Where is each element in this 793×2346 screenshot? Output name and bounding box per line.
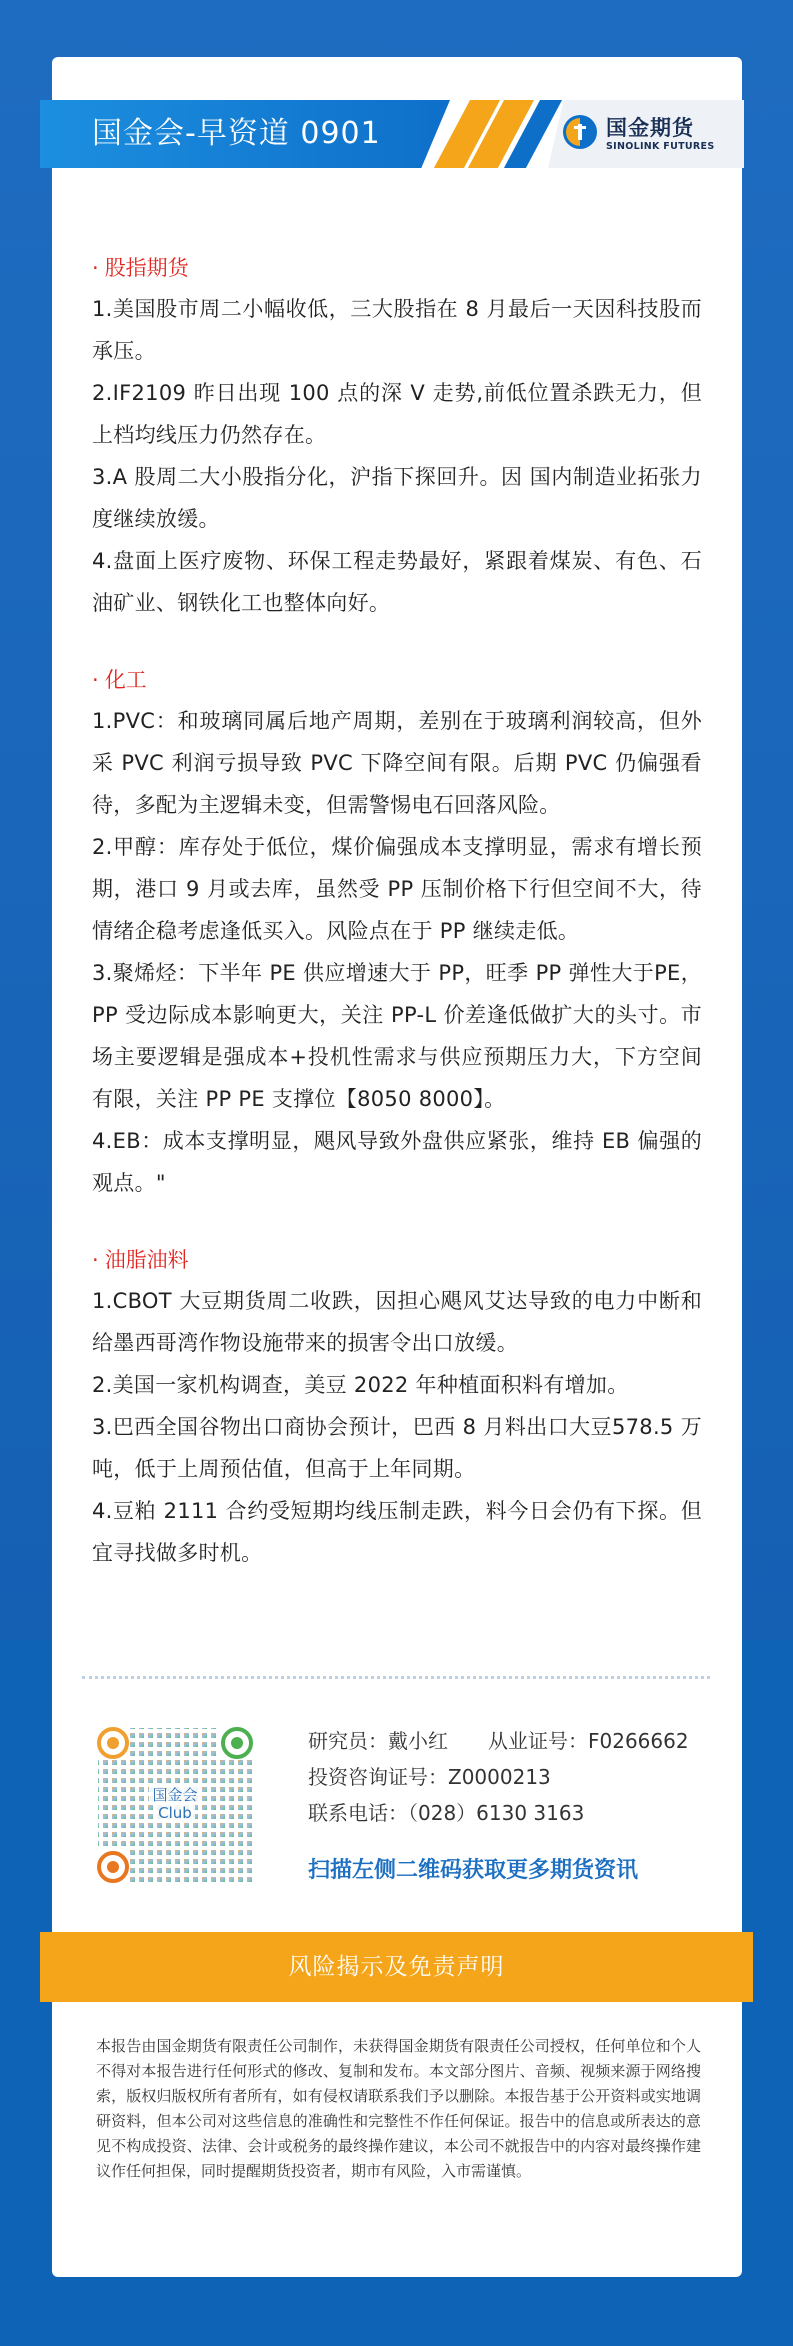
section-stock-index-futures (92, 252, 702, 624)
risk-title: 风险揭示及免责声明 (288, 1954, 505, 1980)
qr-label-line1: 国金会 (149, 1786, 200, 1804)
section-paragraph: 2.甲醇：库存处于低位，煤价偏强成本支撑明显，需求有增长预期，港口 9 月或去库，虽然受 PP 压制价格下行但空间不大，待情绪企稳考虑逢低买入。风险点在于 PP 继续走低。 (92, 835, 702, 943)
bullet-icon: · (92, 668, 99, 692)
section-chemicals (92, 664, 702, 1204)
disclaimer-text: 本报告由国金期货有限责任公司制作，未获得国金期货有限责任公司授权，任何单位和个人不得对本报告进行任何形式的修改、复制和发布。本文部分图片、音频、视频来源于网络搜索，版权归版权所有者所有，如有侵权请联系我们予以删除。本报告基于公开资料或实地调研资料，但本公司对这些信息的准确性和完整性不作任何保证。报告中的信息或所表达的意见不构成投资、法律、会计或税务的最终操作建议，本公司不就报告中的内容对最终操作建议作任何担保，同时提醒期货投资者，期市有风险，入市需谨慎。 (96, 2037, 701, 2180)
section-paragraph: 4.豆粕 2111 合约受短期均线压制走跌，料今日会仍有下探。但宜寻找做多时机。 (92, 1499, 702, 1565)
researcher-info: 研究员：戴小红 从业证号：F0266662 (308, 1729, 689, 1753)
section-paragraph: 2.美国一家机构调查，美豆 2022 年种植面积料有增加。 (92, 1373, 629, 1397)
section-paragraph: 2.IF2109 昨日出现 100 点的深 V 走势,前低位置杀跌无力，但上档均线压力仍然存在。 (92, 381, 702, 447)
section-paragraph: 1.CBOT 大豆期货周二收跌，因担心飓风艾达导致的电力中断和给墨西哥湾作物设施带来的损害令出口放缓。 (92, 1289, 702, 1355)
section-paragraph: 4.EB：成本支撑明显，飓风导致外盘供应紧张，维持 EB 偏强的观点。" (92, 1129, 702, 1195)
section-paragraph: 1.美国股市周二小幅收低，三大股指在 8 月最后一天因科技股而承压。 (92, 297, 702, 363)
section-paragraph: 3.巴西全国谷物出口商协会预计，巴西 8 月料出口大豆578.5 万吨，低于上周预估值，但高于上年同期。 (92, 1415, 702, 1481)
section-paragraph: 4.盘面上医疗废物、环保工程走势最好，紧跟着煤炭、有色、石油矿业、钢铁化工也整体向好。 (92, 549, 702, 615)
section-paragraph: 3.聚烯烃：下半年 PE 供应增速大于 PP，旺季 PP 弹性大于PE，PP 受边际成本影响更大，关注 PP-L 价差逢低做扩大的头寸。市场主要逻辑是强成本+投机性需求与供应预期压力大，下方空间有限，关注 PP PE 支撑位【8050 8000】。 (92, 961, 702, 1111)
divider (82, 1676, 710, 1679)
section-paragraph: 1.PVC：和玻璃同属后地产周期，差别在于玻璃利润较高，但外采 PVC 利润亏损导致 PVC 下降空间有限。后期 PVC 仍偏强看待，多配为主逻辑未变，但需警惕电石回落风险。 (92, 709, 702, 817)
qr-cta-text: 扫描左侧二维码获取更多期货资讯 (308, 1858, 639, 1883)
bullet-icon: · (92, 256, 99, 280)
qr-code[interactable] (94, 1724, 256, 1886)
section-paragraph: 3.A 股周二大小股指分化，沪指下探回升。因 国内制造业拓张力度继续放缓。 (92, 465, 702, 531)
bullet-icon: · (92, 1248, 99, 1272)
section-title: 化工 (104, 668, 147, 692)
qr-finder (96, 1726, 130, 1760)
section-title: 油脂油料 (104, 1248, 189, 1272)
logo-text-cn: 国金期货 (606, 116, 694, 140)
sinolink-logo-icon (562, 114, 598, 150)
logo-text-en: SINOLINK FUTURES (606, 141, 715, 152)
section-oils-oilseeds (92, 1244, 702, 1574)
advisor-cert: 投资咨询证号：Z0000213 (308, 1765, 551, 1789)
report-content (92, 252, 702, 1574)
page-title: 国金会-早资道 0901 (92, 116, 381, 151)
qr-label-line2: Club (155, 1804, 195, 1822)
phone-number: 联系电话：（028）6130 3163 (308, 1801, 585, 1825)
section-title: 股指期货 (104, 256, 189, 280)
